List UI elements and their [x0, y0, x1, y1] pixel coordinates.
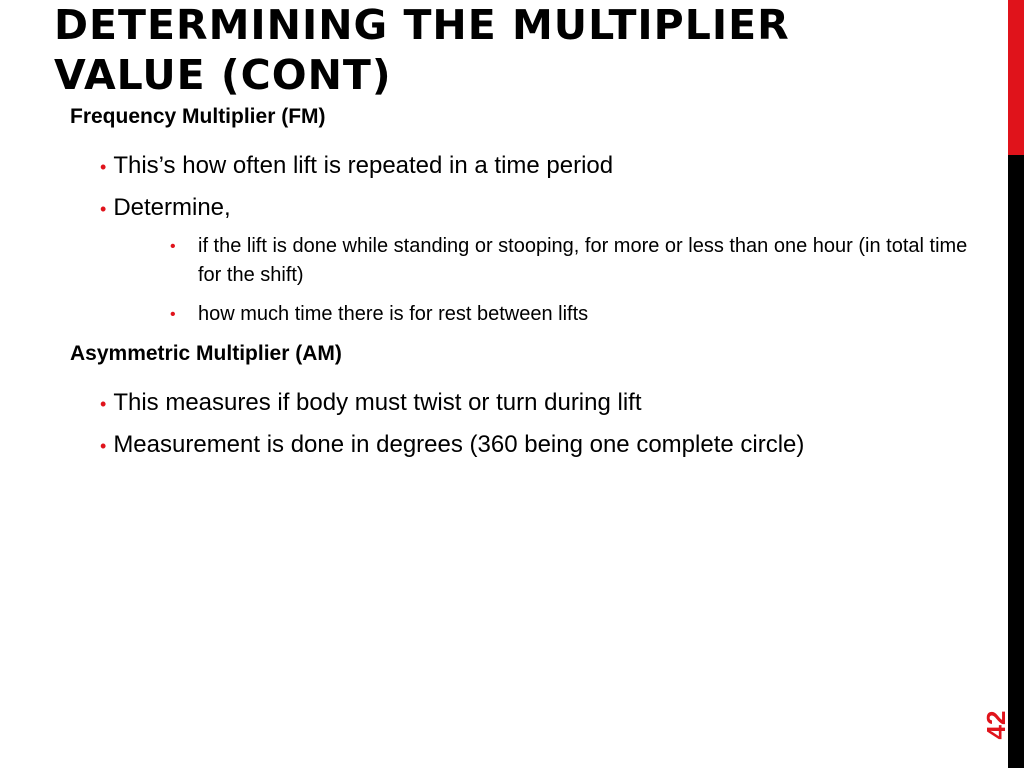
- slide-title: DETERMINING THE MULTIPLIER VALUE (CONT): [54, 1, 790, 99]
- page-number: 42: [980, 710, 1011, 740]
- bullet-text: This’s how often lift is repeated in a time period: [113, 152, 614, 179]
- bullet-text: This measures if body must twist or turn during lift: [113, 389, 642, 416]
- bullet-glyph: •: [100, 393, 107, 414]
- bullet-glyph: •: [170, 306, 176, 323]
- bullet-glyph: •: [170, 238, 176, 255]
- bullet-item: [100, 193, 231, 224]
- bullet-text: Determine,: [113, 194, 231, 221]
- sub-bullet-item: [170, 232, 968, 290]
- section-heading-asymmetric-multiplier: Asymmetric Multiplier (AM): [70, 342, 342, 365]
- section-heading-frequency-multiplier: Frequency Multiplier (FM): [70, 105, 326, 128]
- bullet-glyph: •: [100, 435, 107, 456]
- sub-bullet-text: how much time there is for rest between lifts: [198, 303, 589, 325]
- bullet-glyph: •: [100, 156, 107, 177]
- bullet-item: [100, 388, 642, 419]
- bullet-item: [100, 430, 804, 461]
- bullet-glyph: •: [100, 198, 107, 219]
- side-accent-bar: [1008, 0, 1024, 155]
- bullet-item: [100, 151, 613, 182]
- sub-bullet-item: [170, 300, 968, 329]
- sub-bullet-text: if the lift is done while standing or stooping, for more or less than one hour (in total time for the shift): [198, 235, 968, 286]
- bullet-text: Measurement is done in degrees (360 being one complete circle): [113, 431, 805, 458]
- side-dark-bar: [1008, 155, 1024, 768]
